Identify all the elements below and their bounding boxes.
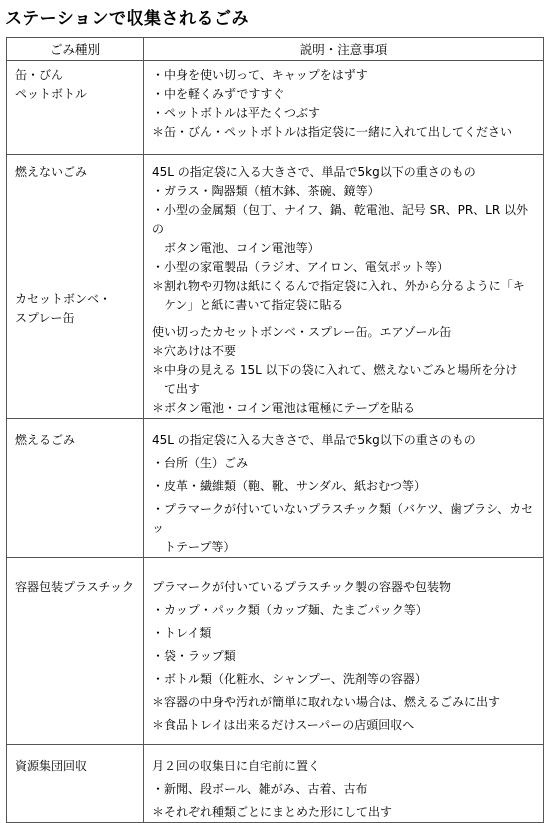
description-cell	[144, 155, 544, 419]
description-line: ボタン電池、コイン電池等）	[152, 241, 320, 255]
description-cell	[144, 419, 544, 558]
description-line: ＊食品トレイは出来るだけスーパーの店頭回収へ	[152, 718, 415, 732]
category-cell	[7, 558, 144, 745]
category-text: 缶・びん	[15, 68, 64, 82]
description-line: トテープ等）	[152, 540, 236, 554]
description-line: ・袋・ラップ類	[152, 649, 236, 663]
description-line: ＊それぞれ種類ごとにまとめた形にして出す	[152, 805, 393, 819]
sub-description-line: ＊ボタン電池・コイン電池は電極にテープを貼る	[152, 401, 416, 415]
sub-category-text: カセットボンベ・	[15, 292, 112, 306]
category-cell	[7, 155, 144, 419]
description-line: ・プラマークが付いていないプラスチック類（バケツ、歯ブラシ、カセッ	[152, 502, 534, 535]
description-line: ・ボトル類（化粧水、シャンプー、洗剤等の容器）	[152, 672, 427, 686]
description-cell	[144, 61, 544, 155]
category-text: 資源集団回収	[15, 759, 88, 773]
table-row-non-burnable	[7, 155, 544, 419]
category-text: 燃えないごみ	[15, 165, 88, 179]
description-line: ・カップ・パック類（カップ麺、たまごパック等）	[152, 603, 428, 617]
description-line: ・小型の金属類（包丁、ナイフ、鍋、乾電池、記号 SR、PR、LR 以外の	[152, 203, 529, 236]
category-text: 容器包装プラスチック	[15, 580, 135, 594]
description-line: ・台所（生）ごみ	[152, 456, 249, 470]
description-line: 月２回の収集日に自宅前に置く	[152, 759, 321, 773]
sub-description-line: ＊穴あけは不要	[152, 344, 237, 358]
category-text: ペットボトル	[15, 87, 88, 101]
description-line: プラマークが付いているプラスチック製の容器や包装物	[152, 580, 452, 594]
sub-description-line: て出す	[152, 382, 201, 396]
table-header-row	[7, 38, 544, 61]
table-row-burnable	[7, 419, 544, 558]
garbage-table	[6, 37, 544, 823]
description-cell	[144, 558, 544, 745]
description-line: ケン」と紙に書いて指定袋に貼る	[152, 298, 344, 312]
description-line: 45L の指定袋に入る大きさで、単品で5kg以下の重さのもの	[152, 433, 476, 447]
header-description: 説明・注意事項	[144, 38, 544, 61]
description-line: ・新聞、段ボール、雑がみ、古着、古布	[152, 782, 368, 796]
description-line: ・ペットボトルは平たくつぶす	[152, 106, 321, 120]
table-row-plastic	[7, 558, 544, 745]
description-line: ＊缶・びん・ペットボトルは指定袋に一緒に入れて出してください	[152, 125, 513, 139]
description-line: ＊割れ物や刃物は紙にくるんで指定袋に入れ、外から分るように「キ	[152, 279, 525, 293]
table-row-cans-bottles	[7, 61, 544, 155]
category-text: 燃えるごみ	[15, 433, 76, 447]
description-line: ・皮革・繊維類（鞄、靴、サンダル、紙おむつ等）	[152, 479, 426, 493]
table-row-resource-collection	[7, 745, 544, 823]
description-line: ＊容器の中身や汚れが簡単に取れない場合は、燃えるごみに出す	[152, 695, 501, 709]
category-cell	[7, 745, 144, 823]
description-line: ・ガラス・陶器類（植木鉢、茶碗、鏡等）	[152, 184, 380, 198]
sub-description-line: 使い切ったカセットボンベ・スプレー缶。エアゾール缶	[152, 325, 452, 339]
category-cell	[7, 419, 144, 558]
description-cell	[144, 745, 544, 823]
sub-description-line: ＊中身の見える 15L 以下の袋に入れて、燃えないごみと場所を分け	[152, 363, 518, 377]
header-category: ごみ種別	[7, 38, 144, 61]
page-title: ステーションで収集されるごみ	[5, 9, 249, 29]
description-line: 45L の指定袋に入る大きさで、単品で5kg以下の重さのもの	[152, 165, 476, 179]
description-line: ・小型の家電製品（ラジオ、アイロン、電気ポット等）	[152, 260, 449, 274]
category-cell	[7, 61, 144, 155]
description-line: ・トレイ類	[152, 626, 212, 640]
description-line: ・中身を使い切って、キャップをはずす	[152, 68, 368, 82]
sub-category-text: スプレー缶	[15, 311, 75, 325]
description-line: ・中を軽くみずですすぐ	[152, 87, 285, 101]
